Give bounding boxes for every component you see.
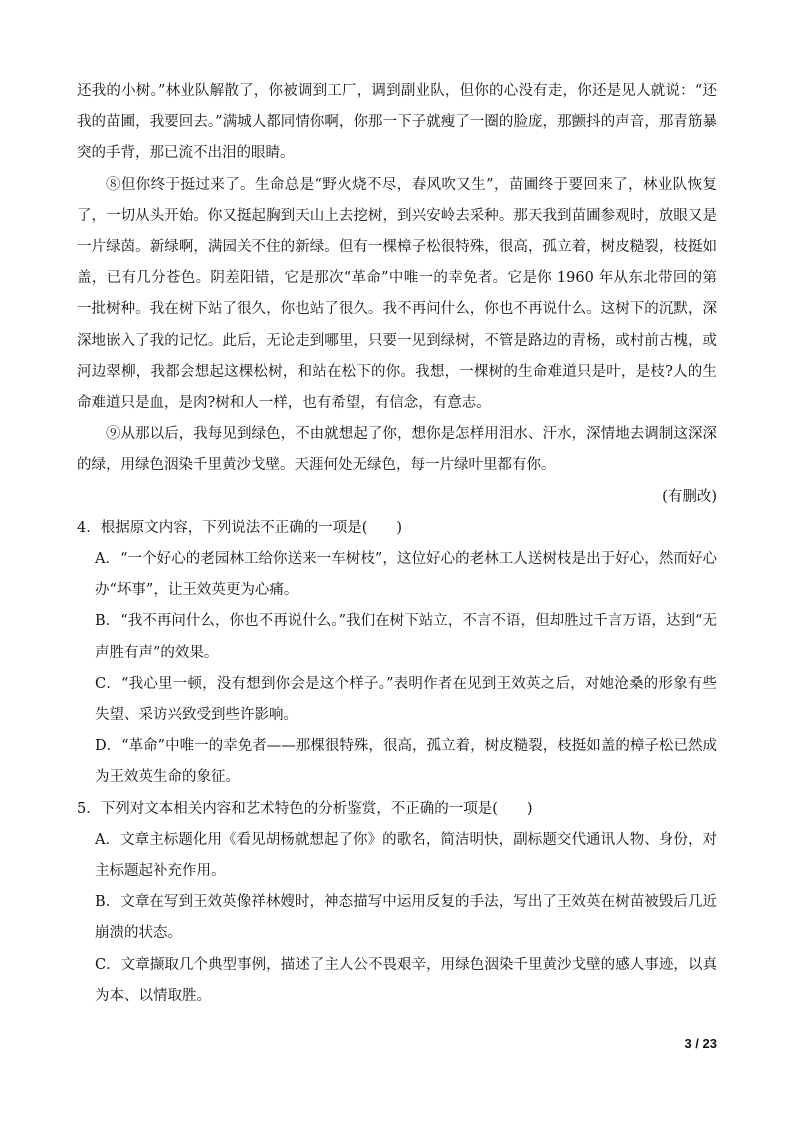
option-a: A．文章主标题化用《看见胡杨就想起了你》的歌名，简洁明快，副标题交代通讯人物、身份，对主标题起补充作用。: [95, 831, 717, 880]
page-number: 3 / 23: [684, 1036, 717, 1051]
passage-paragraph-7-continued: 还我的小树。”林业队解散了，你被调到工厂，调到副业队，但你的心没有走，你还是见人就说：“还我的苗圃，我要回去。”满城人都同情你啊，你那一下子就瘦了一圈的脸庞，那颤抖的声音，那青筋暴突的手背，那已流不出泪的眼睛。: [77, 83, 717, 162]
option-b: B．文章在写到王效英像祥林嫂时，神态描写中运用反复的手法，写出了王效英在树苗被毁后几近崩溃的状态。: [95, 894, 717, 942]
option-b: B．“我不再问什么，你也不再说什么。”我们在树下站立，不言不语，但却胜过千言万语，达到“无声胜有声”的效果。: [95, 613, 717, 661]
document-page: [77, 76, 717, 1012]
passage-paragraph-9: ⑨从那以后，我每见到绿色，不由就想起了你，想你是怎样用泪水、汗水，深情地去调制这深深的绿，用绿色洇染千里黄沙戈壁。天涯何处无绿色，每一片绿叶里都有你。: [77, 426, 717, 474]
source-note: (有删改): [662, 488, 717, 505]
option-c: C．文章撷取几个典型事例，描述了主人公不畏艰辛，用绿色洇染千里黄沙戈壁的感人事迹，以真为本、以情取胜。: [95, 956, 717, 1004]
question-5: [77, 794, 717, 1012]
option-c: C．“我心里一顿，没有想到你会是这个样子。”表明作者在见到王效英之后，对她沧桑的形象有些失望、采访兴致受到些许影响。: [95, 675, 717, 724]
question-stem: 4．根据原文内容，下列说法不正确的一项是( ): [77, 519, 403, 536]
option-d: D．“革命”中唯一的幸免者——那棵很特殊，很高，孤立着，树皮糙裂，枝挺如盖的樟子松已然成为王效英生命的象征。: [95, 738, 717, 786]
option-a: A．“一个好心的老园林工给你送来一车树枝”，这位好心的老林工人送树枝是出于好心，然而好心办“坏事”，让王效英更为心痛。: [95, 551, 717, 599]
passage-paragraph-8: ⑧但你终于挺过来了。生命总是“野火烧不尽，春风吹又生”，苗圃终于要回来了，林业队恢复了，一切从头开始。你又挺起胸到天山上去挖树，到兴安岭去采种。那天我到苗圃参观时，放眼又是一片绿茵。新绿啊，满园关不住的新绿。但有一棵樟子松很特殊，很高，孤立着，树皮糙裂，枝挺如盖，已有几分苍色。阴差阳错，它是那次“革命”中唯一的幸免者。它是你 1960 年从东北带回的第一批树种。我在树下站了很久，你也站了很久。我不再问什么，你也不再说什么。这树下的沉默，深深地嵌入了我的记忆。此后，无论走到哪里，只要一见到绿树，不管是路边的青杨，或村前古槐，或河边翠柳，我都会想起这棵松树，和站在松下的你。我想，一棵树的生命难道只是叶，是枝?人的生命难道只是血，是肉?树和人一样，也有希望，有信念，有意志。: [77, 176, 717, 412]
question-stem: 5．下列对文本相关内容和艺术特色的分析鉴赏，不正确的一项是( ): [77, 800, 533, 817]
question-4: [77, 513, 717, 794]
